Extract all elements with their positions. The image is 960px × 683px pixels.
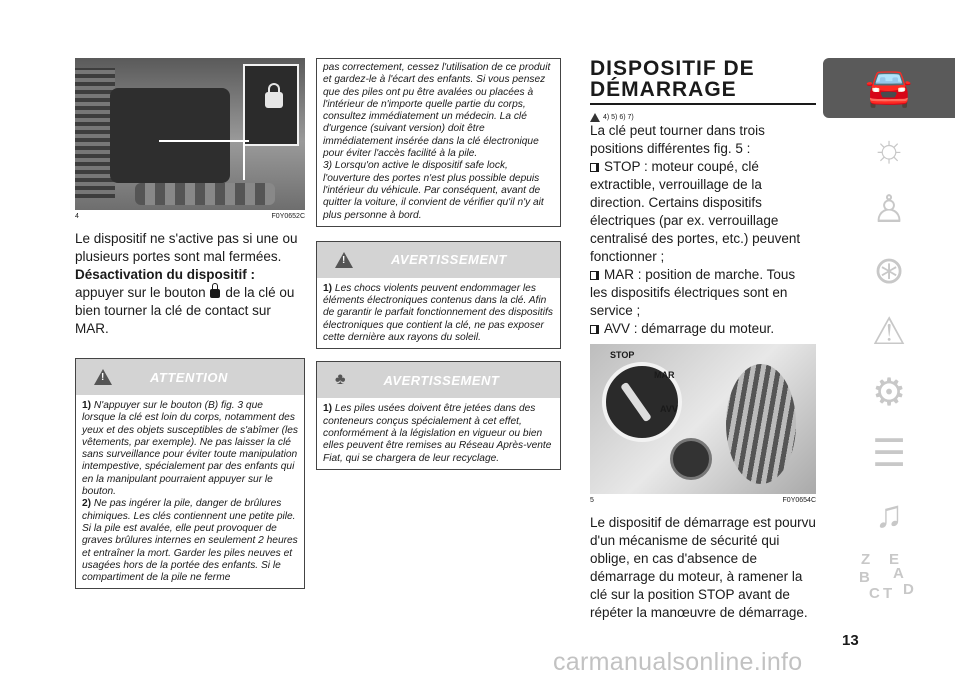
chapter-tab-dashboard[interactable]	[823, 119, 955, 179]
figure-4-caption	[75, 213, 305, 220]
chapter-tab-safety[interactable]	[823, 180, 955, 240]
continuation-text: pas correctement, cessez l'utilisation de ce produit et gardez-le à l'écart des enfants. Si vous pensez que des piles ont pu être avalées ou placées à l'intérieur de n'importe quelle partie du corps, consultez immédiatement un médecin. La clé d'urgence (suivant version) doit être immédiatement insérée dans la clé électronique pour éviter l'accès facilité à la pile.	[323, 62, 551, 160]
chapter-sidebar	[823, 58, 955, 607]
intro-paragraph: La clé peut tourner dans trois positions différentes fig. 5 :	[590, 123, 765, 156]
steering-key-icon: ⊛	[873, 250, 905, 292]
paragraph-deactivation: Désactivation du dispositif : appuyer sur le bouton de la clé ou bien tourner la clé de contact sur MAR.	[75, 267, 295, 336]
chapter-tab-multimedia[interactable]	[823, 485, 955, 545]
column-3	[590, 58, 816, 622]
bullet-icon	[590, 163, 599, 172]
chapter-tab-emergency[interactable]	[823, 302, 955, 362]
chapter-tab-specifications[interactable]	[823, 424, 955, 484]
index-icon: Z E B A C T D	[859, 551, 914, 602]
attention-title: ATTENTION	[150, 369, 228, 385]
warning-item: 1) Les chocs violents peuvent endommager les éléments électroniques contenus dans la clé. Afin de garantir le parfait fonctionnement des dispositifs électroniques que contient la clé, ne pas exposer cette dernière aux rayons du soleil.	[323, 282, 553, 344]
paragraph: Le dispositif ne s'active pas si une ou plusieurs portes sont mal fermées.	[75, 231, 298, 264]
figure-code: F0Y0652C	[271, 213, 305, 220]
avertissement-box-1	[316, 241, 561, 349]
list-item: MAR : position de marche. Tous les dispositifs électriques sont en service ;	[590, 267, 796, 318]
label-mar: MAR	[654, 370, 675, 380]
avertissement-box-2	[316, 361, 561, 469]
column-2	[316, 58, 561, 470]
warning-refs: 4) 5) 6) 7)	[590, 113, 816, 122]
chapter-tab-maintenance[interactable]	[823, 363, 955, 423]
dashboard-lights-icon: ☼	[871, 128, 907, 170]
bullet-icon	[590, 325, 599, 334]
avertissement-title: AVERTISSEMENT	[383, 372, 500, 388]
warning-triangle-icon	[94, 369, 112, 385]
warning-item: 2) Ne pas ingérer la pile, danger de brûlures chimiques. Les clés contiennent une petite pile. Si la pile est avalée, elle peut provoquer de graves brûlures internes en seulement 2 heures et entraîner la mort. Garder les piles neuves et usagées hors de la portée des enfants. Si le compartiment de la pile ne ferme	[82, 498, 298, 584]
figure-code: F0Y0654C	[782, 497, 816, 504]
heading-rule	[590, 103, 816, 105]
page-number: 13	[842, 632, 859, 649]
car-info-icon: 🚘	[865, 67, 913, 109]
warning-triangle-icon	[590, 113, 600, 122]
column-1	[75, 58, 305, 589]
figure-number: 4	[75, 213, 79, 220]
chapter-tab-car-info[interactable]	[823, 58, 955, 118]
attention-box	[75, 358, 305, 589]
specifications-list-icon: ☰	[871, 433, 907, 475]
warning-item: 3) Lorsqu'on active le dispositif safe lock, l'ouverture des portes n'est plus possible depuis l'intérieur du véhicule. Par conséquent, avant de quitter la voiture, il convient de vérifier qu'il n'y ait plus personne à bord.	[323, 160, 544, 221]
figure-number: 5	[590, 497, 594, 504]
seatbelt-airbag-icon: ♙	[871, 189, 907, 231]
watermark-text: carmanualsonline.info	[553, 648, 803, 676]
warning-item: 1) N'appuyer sur le bouton (B) fig. 3 que lorsque la clé est loin du corps, notamment des yeux et des objets susceptibles de s'abîmer (les vêtements, par exemple). Ne pas laisser la clé sans surveillance pour éviter toute manipulation intempestive, spécialement par des enfants qui en la manipulant pourraient appuyer sur le bouton.	[82, 400, 298, 498]
chapter-tab-index[interactable]	[823, 546, 955, 606]
chapter-tab-driving[interactable]	[823, 241, 955, 301]
maintenance-icon: ⚙	[871, 372, 907, 414]
list-item: STOP : moteur coupé, clé extractible, verrouillage de la direction. Certains dispositifs électriques (par ex. verrouillage centralisé des portes, etc.) peuvent fonctionner ;	[590, 159, 801, 264]
environment-tree-icon: ♣	[335, 371, 346, 389]
label-stop: STOP	[610, 350, 635, 360]
label-avv: AVV	[660, 404, 678, 414]
warning-road-icon: ⚠	[871, 311, 907, 353]
lock-icon	[265, 92, 283, 108]
figure-5-image	[590, 344, 816, 494]
deactivation-label: Désactivation du dispositif :	[75, 267, 256, 282]
key-positions-list	[590, 158, 816, 338]
bullet-icon	[590, 271, 599, 280]
car-warning-icon	[335, 252, 353, 268]
list-item: AVV : démarrage du moteur.	[590, 320, 816, 338]
warning-item: 1) Les piles usées doivent être jetées dans des conteneurs conçus spécialement à cet effet, conformément à la législation en vigueur ou bien elles peuvent être remises au Réseau Après-vente Fiat, qui se chargera de leur recyclage.	[323, 403, 552, 464]
attention-continuation-box	[316, 58, 561, 227]
figure-4-image	[75, 58, 305, 210]
multimedia-icon: ♫	[874, 494, 904, 536]
avertissement-title: AVERTISSEMENT	[391, 252, 507, 268]
closing-paragraph: Le dispositif de démarrage est pourvu d'un mécanisme de sécurité qui oblige, en cas d'absence de démarrage du moteur, à ramener la clé sur la position STOP avant de répéter la manœuvre de démarrage.	[590, 515, 816, 620]
ignition-switch	[670, 438, 712, 480]
lock-icon	[210, 289, 220, 298]
section-heading: DISPOSITIF DE DÉMARRAGE	[590, 57, 755, 101]
figure-5-caption	[590, 497, 816, 504]
